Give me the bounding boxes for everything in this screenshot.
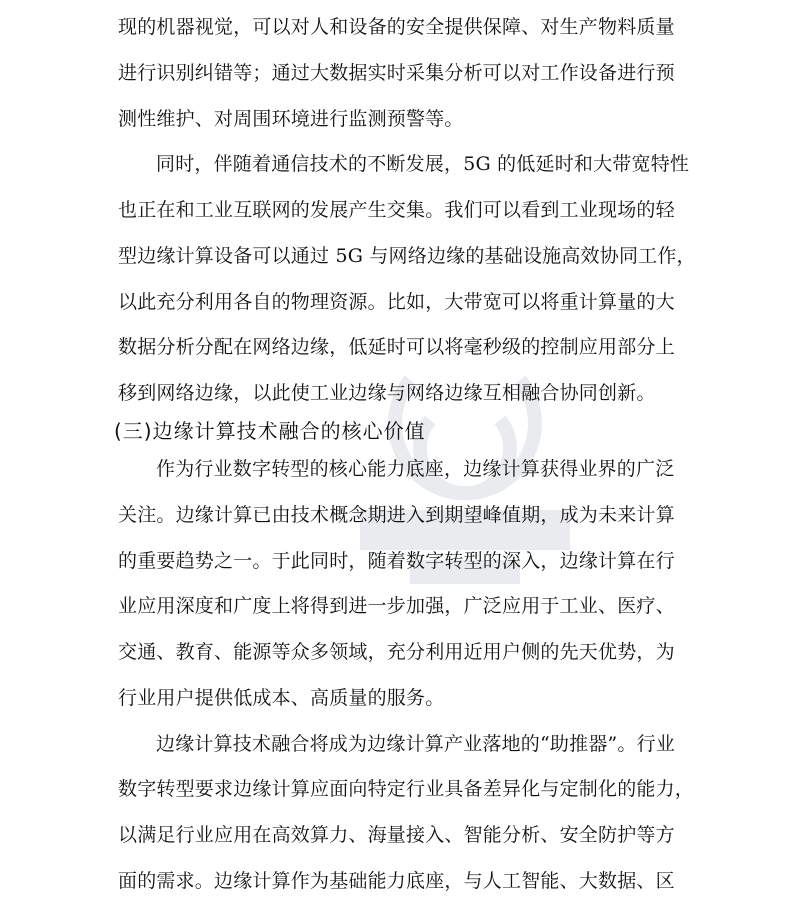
- paragraph-line: 以满足行业应用在高效算力、海量接入、智能分析、安全防护等方: [118, 824, 675, 846]
- paragraph-line: 面的需求。边缘计算作为基础能力底座，与人工智能、大数据、区: [118, 870, 675, 892]
- paragraph-line: 作为行业数字转型的核心能力底座，边缘计算获得业界的广泛: [156, 458, 675, 480]
- paragraph-line: 业应用深度和广度上将得到进一步加强，广泛应用于工业、医疗、: [118, 595, 675, 617]
- section-heading: (三)边缘计算技术融合的核心价值: [114, 419, 426, 443]
- paragraph-line: 以此充分利用各自的物理资源。比如，大带宽可以将重计算量的大: [118, 291, 675, 313]
- paragraph-line: 交通、教育、能源等众多领域，充分利用近用户侧的先天优势，为: [118, 641, 675, 663]
- paragraph-line: 也正在和工业互联网的发展产生交集。我们可以看到工业现场的轻: [118, 199, 675, 221]
- paragraph-line: 现的机器视觉，可以对人和设备的安全提供保障、对生产物料质量: [118, 16, 675, 38]
- paragraph-line: 数据分析分配在网络边缘，低延时可以将毫秒级的控制应用部分上: [118, 336, 675, 358]
- paragraph-line: 移到网络边缘，以此使工业边缘与网络边缘互相融合协同创新。: [118, 382, 656, 404]
- paragraph-line: 边缘计算技术融合将成为边缘计算产业落地的“助推器”。行业: [156, 733, 676, 755]
- paragraph-line: 数字转型要求边缘计算应面向特定行业具备差异化与定制化的能力，: [118, 778, 695, 800]
- paragraph-line: 行业用户提供低成本、高质量的服务。: [118, 687, 445, 709]
- paragraph-line: 测性维护、对周围环境进行监测预警等。: [118, 108, 464, 130]
- paragraph-line: 的重要趋势之一。于此同时，随着数字转型的深入，边缘计算在行: [118, 550, 675, 572]
- paragraph-line: 同时，伴随着通信技术的不断发展，5G 的低延时和大带宽特性: [156, 153, 690, 175]
- paragraph-line: 关注。边缘计算已由技术概念期进入到期望峰值期，成为未来计算: [118, 504, 675, 526]
- paragraph-line: 进行识别纠错等；通过大数据实时采集分析可以对工作设备进行预: [118, 62, 675, 84]
- paragraph-line: 型边缘计算设备可以通过 5G 与网络边缘的基础设施高效协同工作，: [118, 245, 696, 267]
